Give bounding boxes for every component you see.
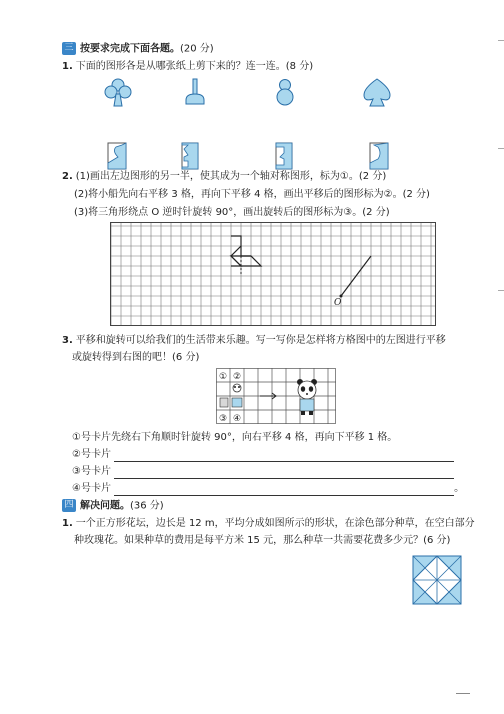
q3-card-2-row [72,448,454,462]
section-3-header [62,42,214,57]
q2-part-3: (3)将三角形绕点 O 逆时针旋转 90°，画出旋转后的图形标为③。(2 分) [74,207,390,218]
q3-grid [216,368,336,424]
q3-card-3-row [72,465,454,479]
q1-text: 下面的图形各是从哪张纸上剪下来的？连一连。(8 分) [75,61,314,72]
folded-paper-d-icon [368,141,390,171]
q3-number: 3. [62,335,73,346]
q2-grid[interactable] [110,222,436,326]
p1-number: 1. [62,518,73,529]
p1-text-2: 种玫瑰花。如果种草的费用是每平方米 15 元，那么种草一共需要花费多少元？(6 分) [74,535,451,546]
margin-mark-mid [498,148,504,153]
p1-text-1: 一个正方形花坛，边长是 12 m，平均分成如图所示的形状，在涂色部分种草，在空白部分 [75,518,475,529]
lollipop-shape-icon [180,76,210,108]
boat-figure [231,256,261,266]
page-footer-line [456,693,470,694]
gourd-shape-icon [272,76,298,108]
margin-mark-top [498,40,504,45]
section-3-badge: 三 [62,42,76,55]
point-o-label: O [334,298,342,308]
q3-text-1: 平移和旋转可以给我们的生活带来乐趣。写一写你是怎样将方格图中的左图进行平移 [75,335,446,346]
section-4-header [62,499,164,514]
q2-number: 2. [62,171,73,182]
boat-sail [241,246,251,256]
q2-part-1: (1)画出左边图形的另一半，使其成为一个轴对称图形，标为①。(2 分) [75,171,387,182]
q3-card-3-label: ③号卡片 [72,466,111,477]
q2-part-2: (2)将小船先向右平移 3 格，再向下平移 4 格，画出平移后的图形标为②。(2 分) [74,189,430,200]
q1-prompt [62,60,313,74]
q3-card-4-label: ④号卡片 [72,483,111,494]
q3-card-3-blank[interactable] [114,468,454,479]
panda-pieces-left-icon [220,384,242,407]
p1-line-1 [62,517,475,531]
folded-paper-b-icon [180,141,200,171]
spade-shape-icon [360,76,394,108]
q3-card-2-blank[interactable] [114,451,454,462]
arrow-right-icon [260,393,276,399]
section-4-score: (36 分) [130,500,164,512]
section-4-title: 解决问题。 [80,500,130,512]
section-3-score: (20 分) [180,43,214,55]
q3-cell-1: ① [219,372,228,382]
q2-line-1 [62,170,386,184]
folded-paper-c-icon [274,141,294,171]
margin-mark-low [498,290,504,295]
club-shape-icon [100,76,136,108]
q3-cell-4: ④ [233,414,242,424]
q3-card-1-answer: ①号卡片先绕右下角顺时针旋转 90°，向右平移 4 格，再向下平移 1 格。 [72,432,398,443]
section-4-badge: 四 [62,499,76,512]
folded-paper-a-icon [106,141,128,171]
q3-card-4-row [72,482,464,496]
q3-card-4-period: 。 [454,483,465,494]
flower-bed-figure [412,555,462,605]
section-3-title: 按要求完成下面各题。 [80,43,180,55]
q3-card-2-label: ②号卡片 [72,449,111,460]
q3-cell-2: ② [233,372,242,382]
q3-card-4-blank[interactable] [114,485,454,496]
q3-line-1 [62,334,446,348]
q3-cell-3: ③ [219,414,228,424]
q1-number: 1. [62,61,73,72]
q3-text-2: 或旋转得到右图的吧！(6 分) [72,352,200,363]
